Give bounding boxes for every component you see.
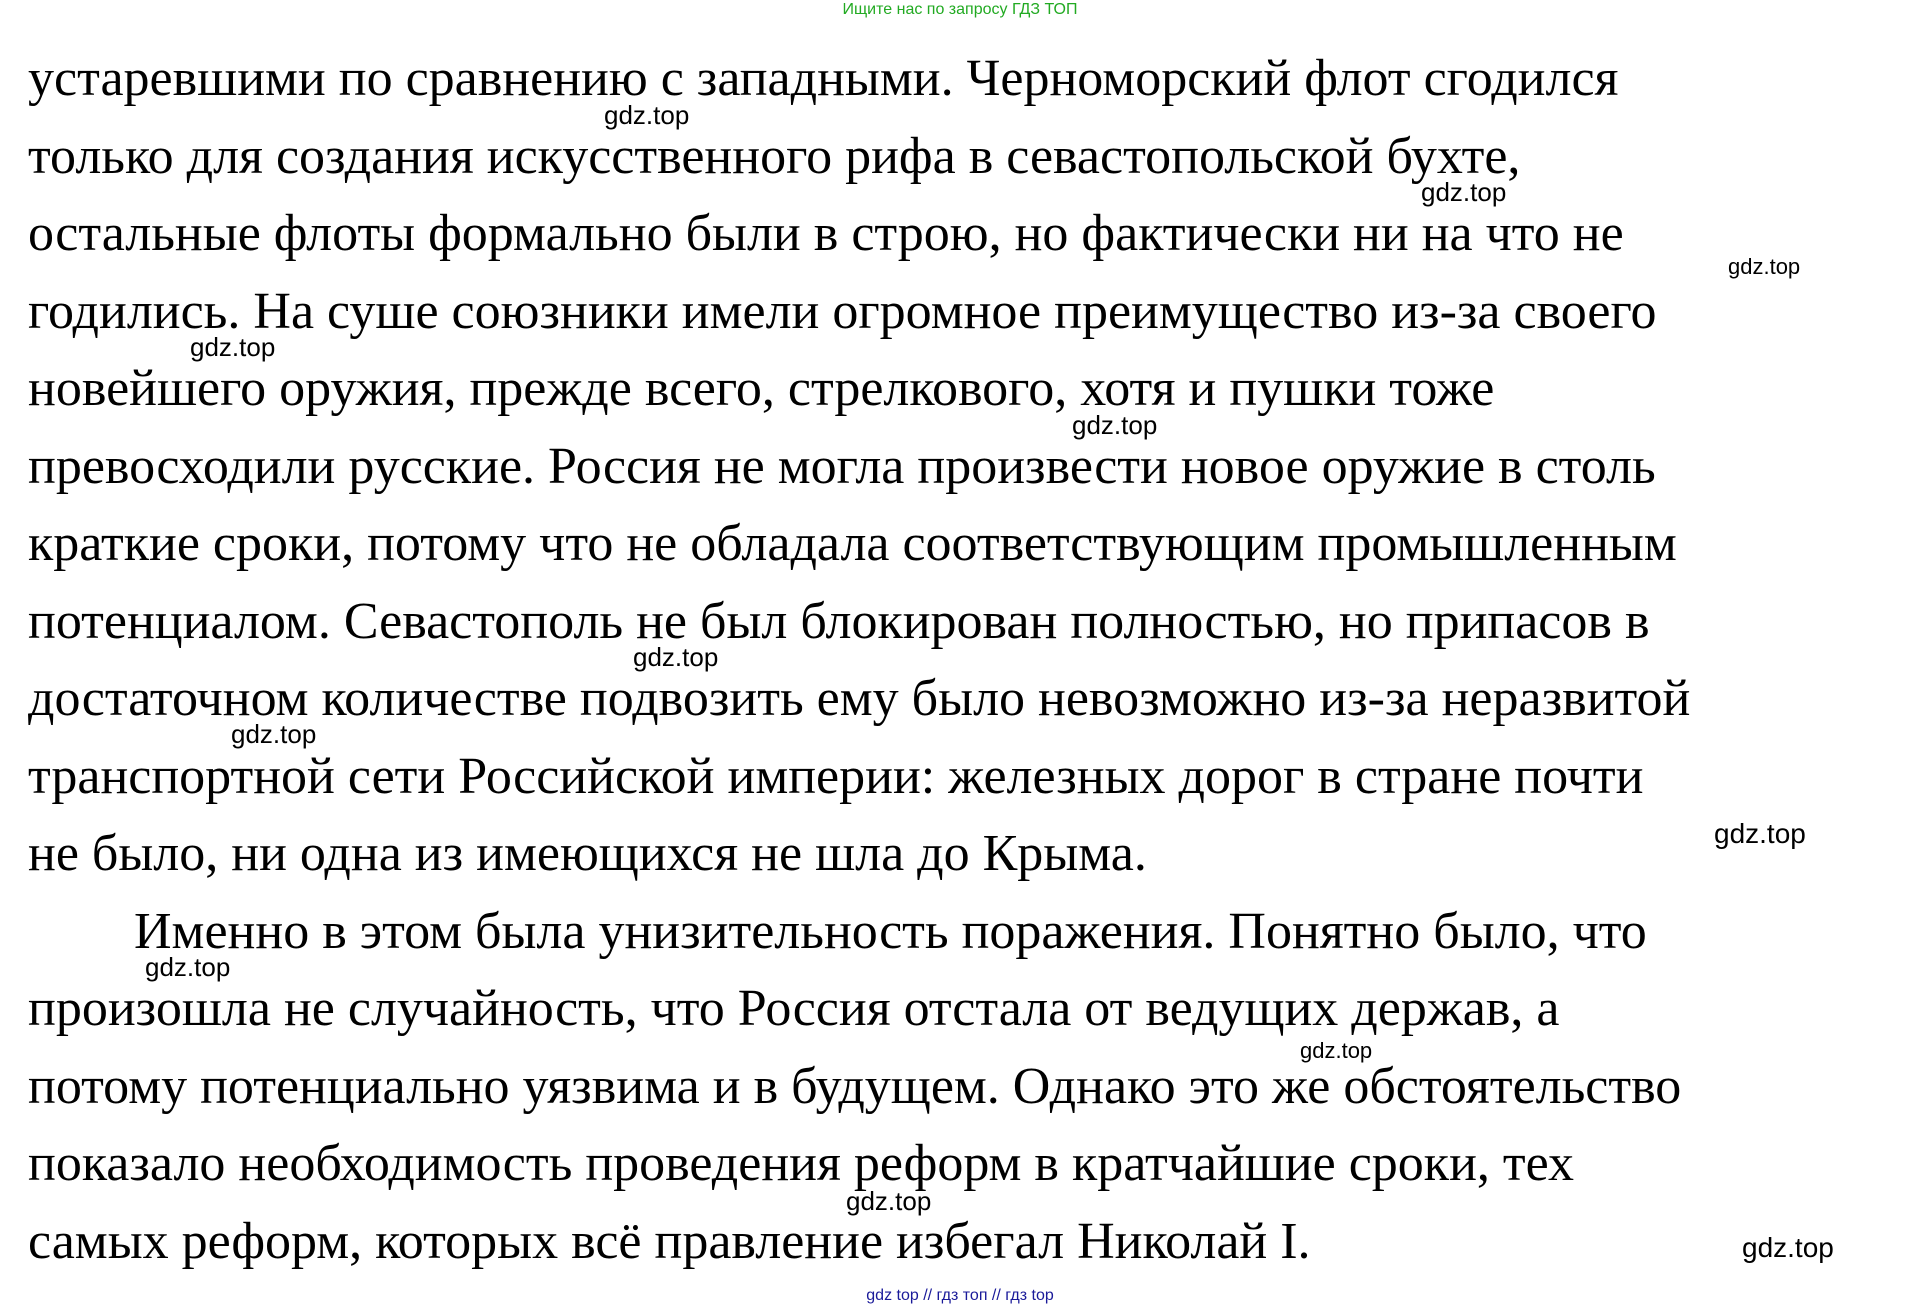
text-line: устаревшими по сравнению с западными. Черноморский флот сгодился <box>28 50 1619 107</box>
document-text <box>28 40 1908 1280</box>
text-line: новейшего оружия, прежде всего, стрелкового, хотя и пушки тоже <box>28 360 1495 417</box>
header-search-note: Ищите нас по запросу ГДЗ ТОП <box>842 1 1078 18</box>
text-line: самых реформ, которых всё правление избегал Николай I. <box>28 1212 1311 1270</box>
text-line: краткие сроки, потому что не обладала соответствующим промышленным <box>28 515 1677 572</box>
watermark: gdz.top <box>633 642 719 672</box>
text-line: транспортной сети Российской империи: железных дорог в стране почти <box>28 747 1644 805</box>
watermark: gdz.top <box>1300 1038 1373 1063</box>
text-line-paragraph-start: Именно в этом была унизительность поражения. Понятно было, что <box>134 902 1647 960</box>
text-line: не было, ни одна из имеющихся не шла до Крыма. <box>28 825 1147 882</box>
text-line: потому потенциально уязвима и в будущем. Однако это же обстоятельство <box>28 1057 1682 1115</box>
watermark: gdz.top <box>1714 818 1806 849</box>
text-line: показало необходимость проведения реформ в кратчайшие сроки, тех <box>28 1135 1575 1192</box>
text-line: остальные флоты формально были в строю, но фактически ни на что не <box>28 205 1624 262</box>
watermark: gdz.top <box>1742 1232 1834 1263</box>
text-line: годились. На суше союзники имели огромное преимущество из-за своего <box>28 282 1657 340</box>
watermark: gdz.top <box>145 952 231 982</box>
watermark: gdz.top <box>846 1186 932 1216</box>
text-line: только для создания искусственного рифа в севастопольской бухте, <box>28 127 1521 185</box>
watermark: gdz.top <box>1072 410 1158 440</box>
text-line: превосходили русские. Россия не могла произвести новое оружие в столь <box>28 437 1656 495</box>
text-line: потенциалом. Севастополь не был блокирован полностью, но припасов в <box>28 592 1650 650</box>
text-line: достаточном количестве подвозить ему было невозможно из-за неразвитой <box>28 670 1691 727</box>
watermark: gdz.top <box>231 719 317 749</box>
footer-note: gdz top // гдз топ // гдз top <box>866 1287 1054 1304</box>
watermark: gdz.top <box>1421 177 1507 207</box>
watermark: gdz.top <box>190 332 276 362</box>
watermark: gdz.top <box>604 100 690 130</box>
watermark: gdz.top <box>1728 254 1801 279</box>
text-line: произошла не случайность, что Россия отстала от ведущих держав, а <box>28 980 1560 1037</box>
